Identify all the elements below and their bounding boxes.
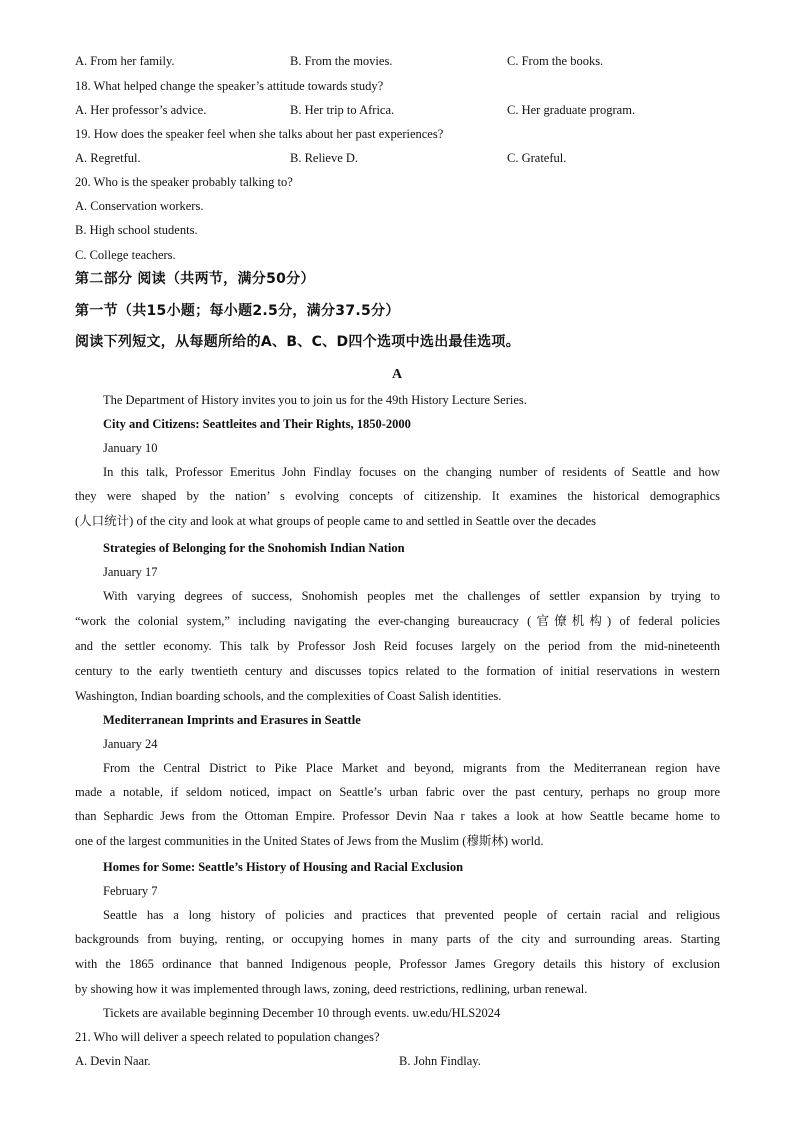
q19-question: 19. How does the speaker feel when she talks about her past experiences? [75,127,444,141]
lecture-4-line: by showing how it was implemented through laws, zoning, deed restrictions, redlining, urban renewal. [75,982,588,996]
q19-option-b: B. Relieve D. [290,151,359,165]
lecture-4-line: with the 1865 ordinance that banned Indigenous people, Professor James Gregory details this history of exclusion [75,957,720,971]
lecture-3-line: one of the largest communities in the United States of Jews from the Muslim (穆斯林) world. [75,834,544,848]
lecture-1-line: they were shaped by the nation’ s evolving concepts of citizenship. It examines the historical demographics [75,489,720,503]
lecture-2-line: “work the colonial system,” including navigating the ever-changing bureaucracy (官僚机构) of federal policies [75,614,720,628]
lecture-2-line: Washington, Indian boarding schools, and the complexities of Coast Salish identities. [75,689,502,703]
lecture-4-line: backgrounds from buying, renting, or occupying homes in many parts of the city and surrounding areas. Starting [75,932,720,946]
lecture-4-line: Seattle has a long history of policies and practices that prevented people of certain racial and religious [103,908,720,922]
q21-question: 21. Who will deliver a speech related to population changes? [75,1030,380,1044]
lecture-2-line: century to the early twentieth century and discusses topics related to the formation of initial reservations in western [75,664,720,678]
lecture-3-date: January 24 [103,737,158,751]
lecture-4-date: February 7 [103,884,158,898]
q18-option-c: C. Her graduate program. [507,103,636,117]
lecture-1-line: (人口统计) of the city and look at what groups of people came to and settled in Seattle over the decades [75,514,597,528]
lecture-2-date: January 17 [103,565,158,579]
q18-option-b: B. Her trip to Africa. [290,103,395,117]
lecture-1-date: January 10 [103,441,158,455]
lecture-2-line: and the settler economy. This talk by Professor Josh Reid focuses largely on the period from the mid-nineteenth [75,639,720,653]
q18-option-a: A. Her professor’s advice. [75,103,207,117]
passage-label: A [391,367,403,382]
section-header-part2: 第二部分 阅读（共两节，满分50分） [75,271,315,287]
q20-option-c: C. College teachers. [75,248,176,262]
lecture-3-title: Mediterranean Imprints and Erasures in Seattle [103,713,361,727]
lecture-1-line: In this talk, Professor Emeritus John Findlay focuses on the changing number of residents of Seattle and how [103,465,720,479]
lecture-2-title: Strategies of Belonging for the Snohomish Indian Nation [103,541,405,555]
lecture-2-line: With varying degrees of success, Snohomish peoples met the challenges of settler expansion by trying to [103,589,720,603]
q17-option-c: C. From the books. [507,54,604,68]
q20-option-a: A. Conservation workers. [75,199,204,213]
q20-question: 20. Who is the speaker probably talking to? [75,175,293,189]
q20-option-b: B. High school students. [75,223,198,237]
section-header-section1: 第一节（共15小题；每小题2.5分，满分37.5分） [75,303,400,319]
q19-option-a: A. Regretful. [75,151,141,165]
q17-option-a: A. From her family. [75,54,175,68]
passage-intro: The Department of History invites you to join us for the 49th History Lecture Series. [103,393,527,407]
lecture-3-line: made a notable, if seldom noticed, impact on Seattle’s urban fabric over the past century, perhaps no group more [75,785,720,799]
q17-option-b: B. From the movies. [290,54,393,68]
lecture-1-title: City and Citizens: Seattleites and Their Rights, 1850-2000 [103,417,411,431]
section-instructions: 阅读下列短文，从每题所给的A、B、C、D四个选项中选出最佳选项。 [75,334,520,350]
q21-option-a: A. Devin Naar. [75,1054,151,1068]
lecture-4-title: Homes for Some: Seattle’s History of Housing and Racial Exclusion [103,860,464,874]
lecture-3-line: than Sephardic Jews from the Ottoman Empire. Professor Devin Naa r takes a look at how Seattle became home to [75,809,720,823]
lecture-3-line: From the Central District to Pike Place Market and beyond, migrants from the Mediterranean region have [103,761,720,775]
q18-question: 18. What helped change the speaker’s attitude towards study? [75,79,384,93]
q21-option-b: B. John Findlay. [399,1054,481,1068]
tickets-info: Tickets are available beginning December 10 through events. uw.edu/HLS2024 [103,1006,501,1020]
q19-option-c: C. Grateful. [507,151,567,165]
